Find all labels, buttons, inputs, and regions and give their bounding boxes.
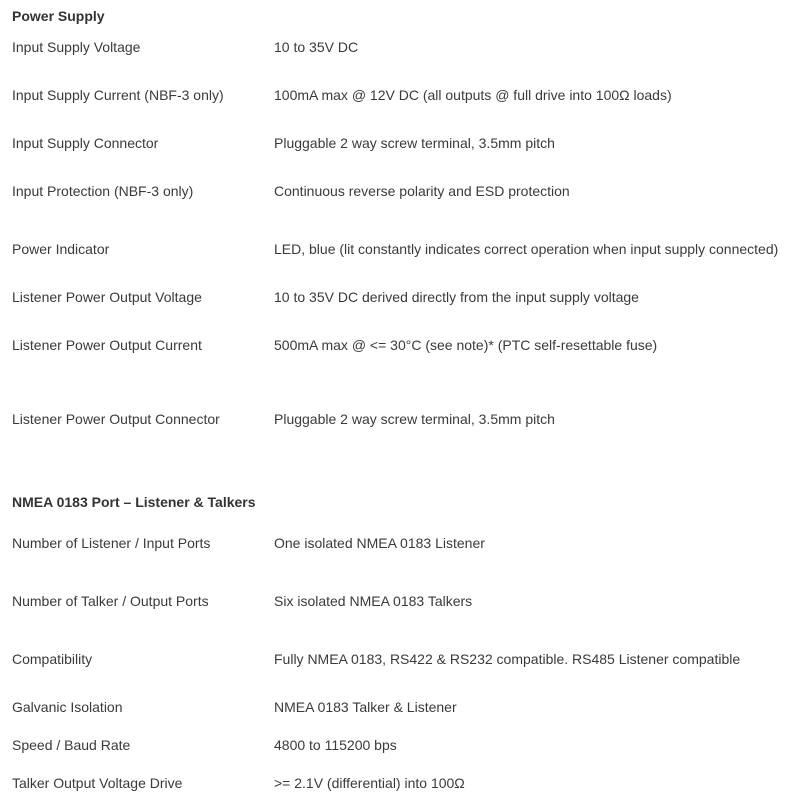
spec-label: Power Indicator (12, 241, 110, 257)
spec-row-listener-power-output-connector (0, 410, 809, 428)
section-title-nmea-0183-port: NMEA 0183 Port – Listener & Talkers (12, 494, 256, 510)
spec-row-input-supply-current (0, 86, 809, 104)
spec-label: Number of Listener / Input Ports (12, 535, 211, 551)
spec-value: 100mA max @ 12V DC (all outputs @ full drive into 100Ω loads) (274, 87, 672, 103)
spec-value: 10 to 35V DC derived directly from the input supply voltage (274, 289, 639, 305)
spec-label: Compatibility (12, 651, 93, 667)
spec-value: One isolated NMEA 0183 Listener (274, 535, 485, 551)
spec-row-listener-power-output-current (0, 336, 809, 354)
spec-label: Input Supply Connector (12, 135, 159, 151)
spec-value: LED, blue (lit constantly indicates correct operation when input supply connected) (274, 241, 779, 257)
spec-value: 4800 to 115200 bps (274, 737, 397, 753)
spec-row-input-supply-connector (0, 134, 809, 152)
spec-label: Input Supply Current (NBF-3 only) (12, 87, 224, 103)
section-title-power-supply: Power Supply (12, 8, 105, 24)
spec-row-galvanic-isolation (0, 698, 809, 716)
spec-row-speed-baud-rate (0, 736, 809, 754)
spec-label: Input Protection (NBF-3 only) (12, 183, 194, 199)
spec-value: Pluggable 2 way screw terminal, 3.5mm pitch (274, 135, 555, 151)
spec-label: Speed / Baud Rate (12, 737, 131, 753)
spec-row-compatibility (0, 650, 809, 668)
spec-label: Listener Power Output Current (12, 337, 202, 353)
spec-value: Continuous reverse polarity and ESD protection (274, 183, 570, 199)
spec-row-power-indicator (0, 240, 809, 258)
spec-row-number-of-listener-ports (0, 534, 809, 552)
spec-label: Talker Output Voltage Drive (12, 775, 183, 791)
spec-label: Number of Talker / Output Ports (12, 593, 209, 609)
spec-value: NMEA 0183 Talker & Listener (274, 699, 457, 715)
spec-row-input-supply-voltage (0, 38, 809, 56)
spec-label: Listener Power Output Voltage (12, 289, 202, 305)
spec-label: Galvanic Isolation (12, 699, 123, 715)
spec-value: Pluggable 2 way screw terminal, 3.5mm pitch (274, 411, 555, 427)
spec-value: Six isolated NMEA 0183 Talkers (274, 593, 473, 609)
spec-row-number-of-talker-ports (0, 592, 809, 610)
spec-row-talker-output-voltage-drive (0, 774, 809, 792)
spec-value: >= 2.1V (differential) into 100Ω (274, 775, 465, 791)
spec-label: Listener Power Output Connector (12, 411, 220, 427)
spec-row-input-protection (0, 182, 809, 200)
spec-row-listener-power-output-voltage (0, 288, 809, 306)
spec-label: Input Supply Voltage (12, 39, 141, 55)
spec-value: Fully NMEA 0183, RS422 & RS232 compatible. RS485 Listener compatible (274, 651, 741, 667)
spec-value: 10 to 35V DC (274, 39, 359, 55)
spec-value: 500mA max @ <= 30°C (see note)* (PTC self-resettable fuse) (274, 337, 658, 353)
